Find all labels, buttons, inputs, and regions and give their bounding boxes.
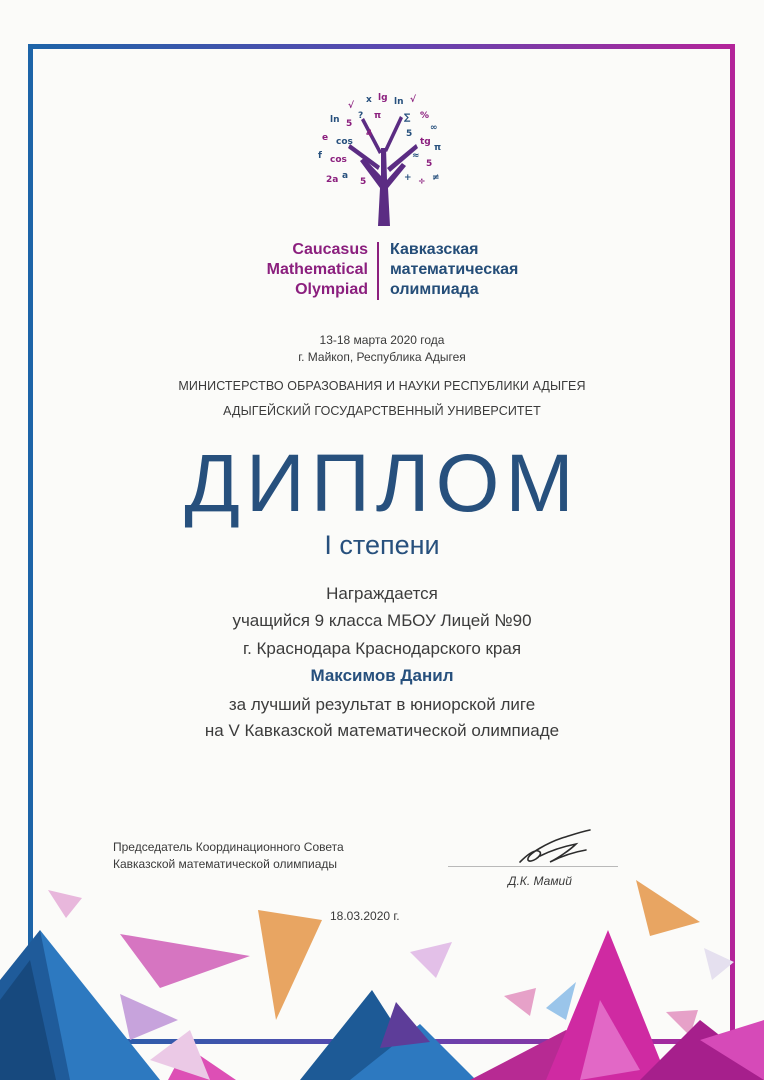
diploma-degree: I степени	[324, 530, 440, 560]
svg-text:a: a	[342, 171, 349, 181]
svg-text:∑: ∑	[404, 113, 411, 123]
svg-text:cos: cos	[330, 155, 347, 165]
issue-date: 18.03.2020 г.	[330, 909, 400, 923]
svg-text:5: 5	[406, 129, 413, 139]
svg-text:≈: ≈	[412, 151, 420, 161]
signer-position	[113, 839, 344, 873]
svg-text:ln: ln	[394, 97, 404, 107]
svg-text:2a: 2a	[326, 175, 339, 185]
event-location: г. Майкоп, Республика Адыгея	[298, 350, 466, 364]
svg-text:5: 5	[426, 159, 433, 169]
svg-text:√: √	[348, 101, 355, 111]
awarded-label: Награждается	[326, 584, 438, 603]
svg-text:∞: ∞	[430, 123, 438, 133]
organizer-ministry: МИНИСТЕРСТВО ОБРАЗОВАНИЯ И НАУКИ РЕСПУБЛИКИ АДЫГЕЯ	[178, 379, 586, 393]
svg-text:%: %	[420, 111, 430, 121]
svg-text:÷: ÷	[418, 177, 426, 187]
reason-line-2: на V Кавказской математической олимпиаде	[204, 721, 560, 740]
svg-text:π: π	[434, 143, 442, 153]
svg-text:f: f	[318, 151, 322, 161]
svg-text:?: ?	[358, 111, 364, 121]
svg-text:ln: ln	[330, 115, 340, 125]
svg-text:π: π	[374, 111, 382, 121]
reason-line-1: за лучший результат в юниорской лиге	[228, 695, 536, 714]
svg-text:+: +	[404, 173, 412, 183]
handwritten-signature	[510, 826, 600, 868]
awardee-name: Максимов Данил	[310, 666, 454, 685]
svg-text:x: x	[366, 95, 372, 105]
logo-en-line: Mathematical	[266, 261, 368, 278]
logo-ru-line: олимпиада	[390, 281, 479, 298]
math-tree-icon	[308, 88, 458, 228]
svg-text:≠: ≠	[432, 173, 440, 183]
svg-text:4: 4	[366, 129, 373, 139]
student-line: учащийся 9 класса МБОУ Лицей №90	[232, 611, 532, 630]
logo-text-en	[250, 240, 368, 300]
svg-text:5: 5	[360, 177, 367, 187]
signer-position-line: Председатель Координационного Совета	[113, 840, 344, 854]
decorative-triangles	[0, 870, 764, 1080]
city-line: г. Краснодара Краснодарского края	[242, 639, 522, 658]
logo-text-ru	[390, 240, 570, 300]
svg-text:tg: tg	[420, 137, 431, 147]
signer-name: Д.К. Мамий	[508, 874, 572, 888]
event-dates: 13-18 марта 2020 года	[319, 333, 445, 347]
signer-position-line: Кавказской математической олимпиады	[113, 857, 337, 871]
diploma-title: ДИПЛОМ	[184, 438, 580, 529]
logo-en-line: Caucasus	[292, 241, 368, 258]
signature-line	[448, 866, 618, 867]
svg-text:cos: cos	[336, 137, 353, 147]
logo-divider	[377, 242, 379, 300]
svg-text:e: e	[322, 133, 329, 143]
logo-ru-line: Кавказская	[390, 241, 479, 258]
svg-text:5: 5	[346, 119, 353, 129]
svg-text:√: √	[410, 95, 417, 105]
logo-ru-line: математическая	[390, 261, 519, 278]
logo-en-line: Olympiad	[295, 281, 368, 298]
organizer-university: АДЫГЕЙСКИЙ ГОСУДАРСТВЕННЫЙ УНИВЕРСИТЕТ	[223, 404, 541, 418]
svg-text:lg: lg	[378, 93, 388, 103]
